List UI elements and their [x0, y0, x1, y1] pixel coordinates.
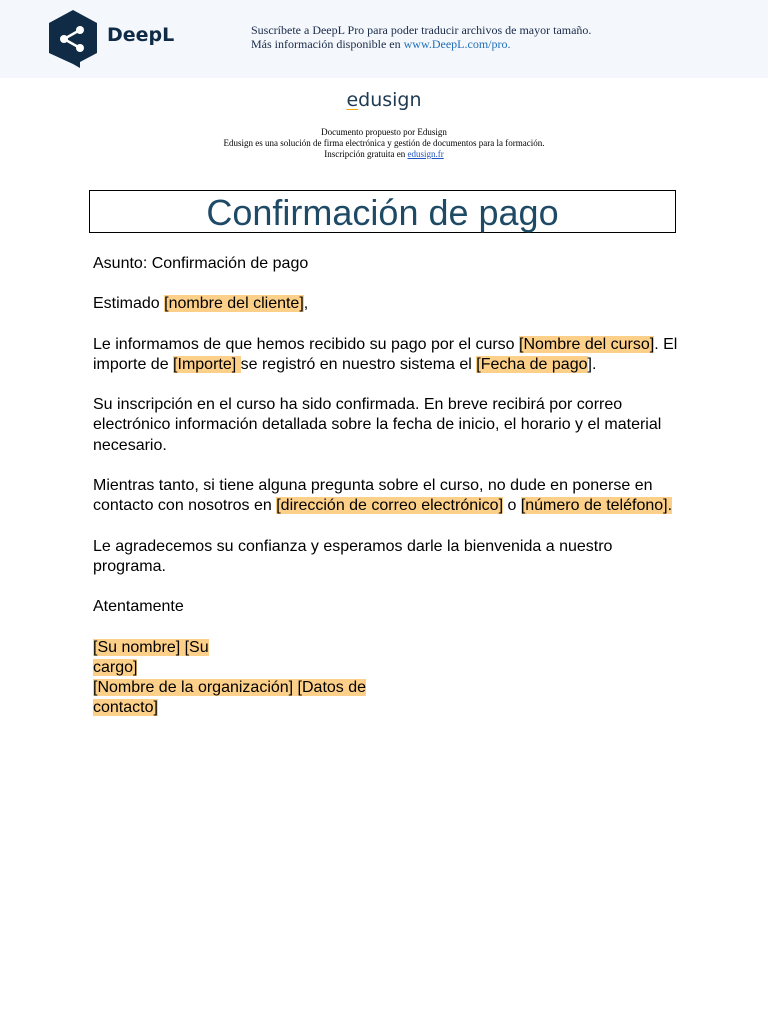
p3-text-b: o [503, 497, 521, 515]
proposal-line-2: Edusign es una solución de firma electrónica y gestión de documentos para la formación. [223, 138, 545, 148]
proposal-line-3-prefix: Inscripción gratuita en [324, 149, 408, 159]
greeting-suffix: , [303, 295, 309, 313]
promo-line-1: Suscríbete a DeepL Pro para poder traducir archivos de mayor tamaño. [251, 23, 592, 37]
promo-line-2 [251, 37, 591, 51]
promo-line-2-prefix: Más información disponible en [251, 37, 404, 51]
amount-placeholder: [Importe] [173, 355, 241, 373]
deepl-pro-link[interactable]: www.DeepL.com/pro. [403, 37, 511, 51]
signature-org-line-1: [Nombre de la organización] [Datos de [93, 679, 367, 697]
deepl-share-logo-icon[interactable] [47, 9, 99, 69]
edusign-link[interactable]: edusign.fr [407, 149, 444, 159]
deepl-banner [0, 0, 768, 78]
client-name-placeholder: [nombre del cliente] [164, 295, 304, 313]
letter-body [93, 254, 683, 739]
p1-text-c: se registró en nuestro sistema el [240, 355, 477, 373]
deepl-promo-text [251, 23, 591, 51]
greeting-prefix: Estimado [93, 295, 165, 313]
signature-org-line-2: contacto] [93, 699, 158, 717]
subject-line: Asunto: Confirmación de pago [93, 255, 309, 272]
p1-text-b: . El importe de [93, 335, 678, 373]
email-placeholder: [dirección de correo electrónico] [276, 497, 504, 515]
edusign-logo-rest: dusign [358, 89, 422, 111]
p1-text-a: Le informamos de que hemos recibido su pago por el curso [93, 335, 520, 353]
deepl-wordmark[interactable]: DeepL [107, 24, 175, 46]
signature [93, 638, 683, 719]
thanks-paragraph: Le agradecemos su confianza y esperamos darle la bienvenida a nuestro programa. [93, 537, 613, 575]
phone-placeholder: [número de teléfono]. [520, 497, 673, 515]
document-title: Confirmación de pago [206, 192, 559, 233]
edusign-logo-e: e [346, 89, 359, 111]
edusign-logo [0, 89, 768, 111]
contact-paragraph [93, 476, 683, 517]
payment-date-placeholder: [Fecha de pago [476, 355, 588, 373]
course-name-placeholder: [Nombre del curso] [519, 335, 655, 353]
edusign-proposal [0, 127, 768, 160]
title-box [89, 190, 676, 233]
signature-name-line-2: cargo] [93, 658, 138, 676]
confirmation-paragraph: Su inscripción en el curso ha sido confirmada. En breve recibirá por correo electrónico información detallada sobre la fecha de inicio, el horario y el material necesario. [93, 396, 662, 454]
proposal-line-1: Documento propuesto por Edusign [321, 127, 447, 137]
signature-name-line-1: [Su nombre] [Su [93, 638, 209, 656]
closing: Atentamente [93, 598, 184, 616]
p1-text-d: ]. [587, 355, 597, 373]
payment-paragraph [93, 335, 683, 376]
proposal-line-3 [0, 149, 768, 160]
p3-text-a: Mientras tanto, si tiene alguna pregunta sobre el curso, no dude en ponerse en contacto con nosotros en [93, 477, 653, 515]
greeting [93, 294, 683, 314]
